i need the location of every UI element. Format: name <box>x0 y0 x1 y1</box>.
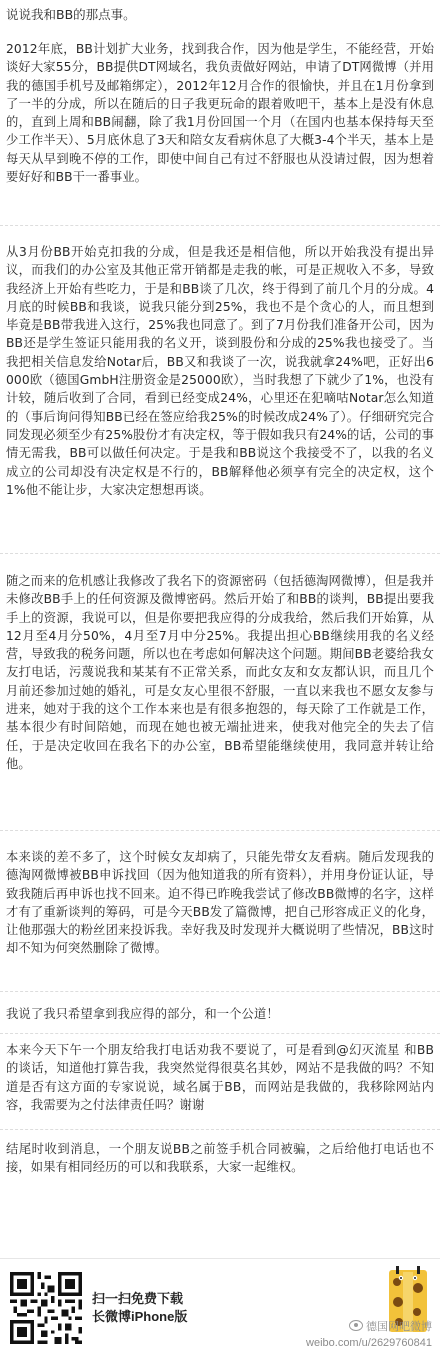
footer-divider <box>0 1258 440 1259</box>
promo-line-2: 长微博iPhone版 <box>92 1309 188 1324</box>
paragraph-5: 我说了我只希望拿到我应得的部分，和一个公道！ <box>6 1007 279 1021</box>
post-title: 说说我和BB的那点事。 <box>6 7 136 22</box>
divider <box>0 1129 440 1130</box>
paragraph-7: 结尾时收到消息，一个朋友说BB之前签手机合同被骗，之后给他打电话也不接，如果有相同经历的可以和我联系，大家一起维权。 <box>6 1142 434 1175</box>
divider <box>0 1033 440 1034</box>
paragraph-6: 本来今天下午一个朋友给我打电话劝我不要说了，可是看到@幻灭流星 和BB的谈话，知道他打算告我，我突然觉得很莫名其妙，网站不是我做的吗？不知道是否有这方面的专家说说，域名属于BB，而网站是我做的，我移除网站内容，我需要为之付法律责任吗？谢谢 <box>6 1043 434 1112</box>
paragraph-2: 从3月份BB开始克扣我的分成，但是我还是相信他，所以开始我没有提出异议，而我们的办公室及其他正常开销都是走我的帐，可是正规收入不多，导致我经济上开始有些吃力，于是和BB谈了几次，终于得到了前几个月的分成。4月底的时候BB和我谈，说我只能分到25%，我也不是个贪心的人，而且想到毕竟是BB带我进入这行，25%我也同意了。到了7月份我们准备开公司，因为BB还是学生签证只能用我的名义开，谈到股份和分成的25%我也接受了。当我把相关信息发给Notar后，BB又和我谈了一次，说我就拿24%吧，正好出6000欧（德国GmbH注册资金是25000欧），当时我想了下就少了1%，也没有计较，随后收到了合同，看到已经变成24%，心里还在犯嘀咕Notar怎么知道的（事后询问得知BB已经在签应给我25%的时候改成24%了）。仔细研究完合同发现必须至少有25%股份才有决定权，等于假如我只有24%的话，公司的事情无需我，BB可以做任何决定。于是我和BB说这个我接受不了，以我的名义成立的公司却没有决定权是不行的，BB解释他必须享有完全的决定权，这个1%他不能让步，大家决定想想再谈。 <box>6 245 434 497</box>
divider <box>0 991 440 992</box>
watermark-name: 德国网吧微博 <box>349 1320 432 1334</box>
promo-line-1: 扫一扫免费下载 <box>92 1291 184 1306</box>
watermark-url[interactable]: weibo.com/u/2629760841 <box>306 1337 432 1349</box>
divider <box>0 225 440 226</box>
paragraph-1: 2012年底，BB计划扩大业务，找到我合作，因为他是学生，不能经营，开始谈好大家55分，BB提供DT网域名，我负责做好网站，申请了DT网微博（并用我的德国手机号及邮箱绑定），2012年12月合作的很愉快，并且在1月份拿到了一半的分成，所以在随后的日子我更玩命的跟着败吧干，基本上是没有休息的，直到上周和BB闹翻，除了我1月份回国一个月（在国内也基本保持每天至少工作半天）、5月底休息了3天和陪女友看病休息了大概3-4个半天，基本上是每天从早到晚不停的工作，即使中间自己有过不舒服也从没请过假，因为想着要好好和BB干一番事业。 <box>6 42 434 185</box>
footer <box>0 1260 440 1362</box>
divider <box>0 553 440 554</box>
paragraph-3: 随之而来的危机感让我修改了我名下的资源密码（包括德淘网微博），但是我并未修改BB手上的任何资源及微博密码。然后开始了和BB的谈判，BB提出要我手上的资源，我说可以，但是你要把我应得的分成我给，然后我们开始算，从12月至4月分50%，4月至7月中分25%。我提出担心BB继续用我的名义经营，导致我的税务问题，所以也在考虑如何解决这个问题。期间BB老婆给我女友打电话，污蔑说我和某某有不正常关系，而此女友和女友都认识，而且几个月前还参加过她的婚礼，可是女友心里很不舒服，一直以来我也不愿女友参与进来，她对于我的这个工作本来也是有很多抱怨的，每天除了工作就是工作，基本很少有时间陪她，而现在她也被无端扯进来，使我对他完全的失去了信任，于是决定收回在我名下的办公室，BB希望能继续使用，我同意并转让给他。 <box>6 574 434 771</box>
qr-code-icon[interactable] <box>10 1272 82 1344</box>
weibo-logo-icon <box>349 1320 363 1331</box>
paragraph-4: 本来谈的差不多了，这个时候女友却病了，只能先带女友看病。随后发现我的德淘网微博被BB申诉找回（因为他知道我的所有资料），并用身份证认证，导致我随后再申诉也找不回来。迫不得已昨晚我尝试了修改BB微博的名字，这样才有了重新谈判的筹码，可是今天BB发了篇微博，把自己形容成正义的化身，让他那强大的粉丝团来投诉我。幸好我及时发现并大概说明了些情况，BB这时却不知为何突然删除了微博。 <box>6 850 434 956</box>
divider <box>0 830 440 831</box>
download-promo[interactable] <box>92 1290 187 1326</box>
